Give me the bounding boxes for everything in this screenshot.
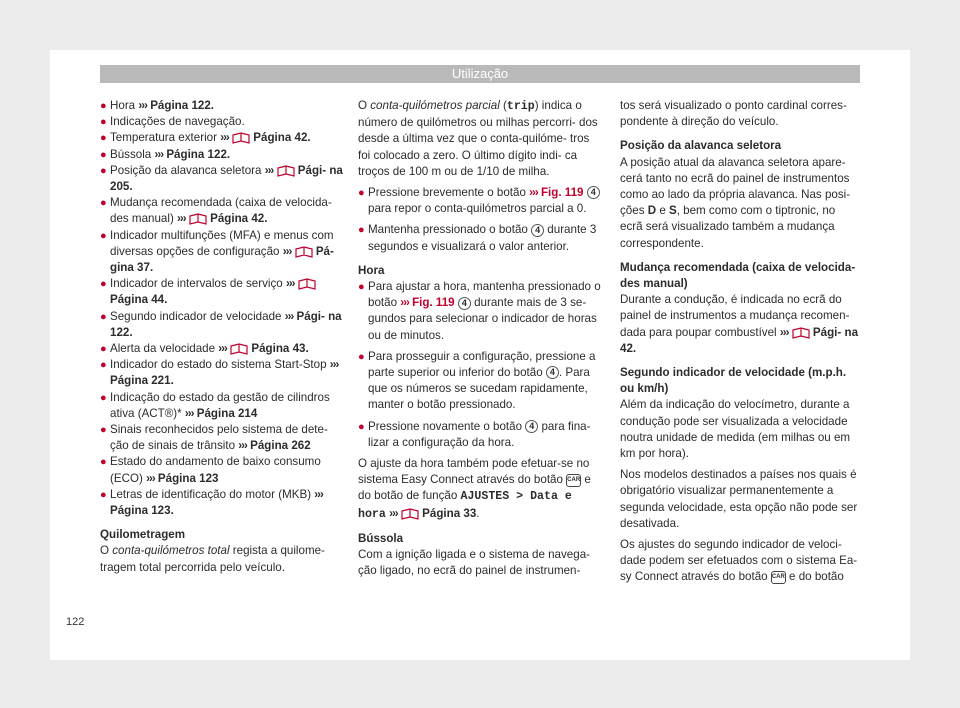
- arrow-icon: ›››: [284, 309, 294, 323]
- page-number: 122: [66, 616, 85, 628]
- bullet-icon: ●: [358, 281, 365, 294]
- bullet-list: [100, 98, 345, 519]
- bullet-icon: ●: [358, 350, 365, 363]
- bullet-item: ● Indicações de navegação.: [100, 114, 345, 130]
- bullet-icon: ●: [100, 488, 107, 501]
- bullet-item: ● Mudança recomendada (caixa de velocida- des manual) ››› Página 42.: [100, 195, 345, 227]
- arrow-icon: ›››: [238, 439, 247, 453]
- bullet-icon: ●: [100, 100, 107, 112]
- page-header: Utilização: [100, 65, 860, 83]
- bullet-icon: ●: [100, 229, 107, 242]
- bullet-item: ● Indicador de intervalos de serviço ››› Página 44.: [100, 276, 345, 308]
- paragraph-cardinal: tos será visualizado o ponto cardinal corres- pondente à direção do veículo.: [620, 99, 847, 129]
- heading-mudanca: Mudança recomendada (caixa de velocida- des manual): [620, 260, 856, 291]
- bullet-icon: ●: [358, 224, 365, 237]
- button-4-marker: 4: [458, 297, 471, 310]
- bullet-icon: ●: [100, 391, 107, 404]
- bullet-icon: ●: [100, 148, 107, 161]
- book-icon: [298, 278, 316, 290]
- page-link[interactable]: Página 43.: [251, 342, 309, 356]
- page-link[interactable]: Página 33: [422, 506, 477, 520]
- column-2: [358, 98, 602, 579]
- car-button-icon: CAR: [771, 571, 786, 584]
- bullet-icon: ●: [358, 420, 365, 433]
- paragraph-alavanca: A posição atual da alavanca seletora apare- cerá tanto no ecrã do painel de instrumentos como ao lado da própria alavanca. Nas posi- ções D e S, bem como com o tiptronic, no ecrã será visualizado também a mudança correspondente.: [620, 155, 851, 250]
- page-link[interactable]: Página 123: [157, 471, 219, 485]
- arrow-icon: ›››: [329, 358, 339, 372]
- button-4-marker: 4: [546, 366, 559, 379]
- paragraph-quilometragem: O conta-quilómetros total regista a quilome- tragem total percorrida pelo veículo.: [100, 544, 325, 574]
- bullet-icon: ●: [100, 424, 107, 437]
- bullet-icon: ●: [100, 310, 107, 323]
- paragraph-segundo-2: Nos modelos destinados a países nos quais é obrigatório visualizar permanentemente a segunda velocidade, esta opção não pode ser desativada.: [620, 468, 858, 530]
- book-icon: [277, 165, 295, 177]
- button-4-marker: 4: [525, 420, 538, 433]
- book-icon: [232, 132, 250, 144]
- page-link[interactable]: Página 122.: [166, 147, 231, 161]
- arrow-icon: ›››: [154, 147, 164, 161]
- arrow-icon: ›››: [146, 471, 155, 485]
- figure-link[interactable]: Fig. 119: [412, 296, 455, 310]
- arrow-icon: ›››: [218, 342, 227, 356]
- bullet-item: ● Hora ››› Página 122.: [100, 98, 345, 114]
- arrow-icon: ›››: [529, 186, 538, 200]
- page-link[interactable]: Pági- na 42.: [620, 325, 859, 355]
- bullet-item: ● Pressione brevemente o botão ››› Fig. 119 4 para repor o conta-quilómetros parcial a 0.: [358, 185, 602, 217]
- heading-hora: Hora: [358, 263, 385, 277]
- figure-link[interactable]: Fig. 119: [540, 186, 584, 200]
- bullet-item: ● Segundo indicador de velocidade ››› Pági- na 122.: [100, 309, 345, 341]
- bullet-icon: ●: [100, 359, 107, 372]
- button-4-marker: 4: [587, 186, 600, 199]
- page-link[interactable]: Pá- gina 37.: [110, 244, 334, 275]
- arrow-icon: ›››: [779, 325, 789, 339]
- heading-quilometragem: Quilometragem: [100, 528, 186, 542]
- page-link[interactable]: Página 214: [196, 406, 258, 420]
- bullet-item: ● Para ajustar a hora, mantenha pressionado o botão ››› Fig. 119 4 durante mais de 3 se- gundos para selecionar o indicador de horas ou de minutos.: [358, 279, 602, 344]
- heading-segundo: Segundo indicador de velocidade (m.p.h. ou km/h): [620, 366, 847, 396]
- column-1: [100, 98, 345, 576]
- bullet-item: ● Bússola ››› Página 122.: [100, 147, 345, 163]
- heading-alavanca: Posição da alavanca seletora: [620, 139, 782, 153]
- bullet-item: ● Para prosseguir a configuração, pressione a parte superior ou inferior do botão 4 . Para que os números se sucedam rapidamente, manter o botão pressionado.: [358, 349, 602, 414]
- bullet-item: ● Sinais reconhecidos pelo sistema de dete- ção de sinais de trânsito ››› Página 262: [100, 422, 345, 454]
- book-icon: [792, 327, 810, 339]
- arrow-icon: ›››: [314, 487, 323, 501]
- bullet-icon: ●: [100, 197, 107, 210]
- arrow-icon: ›››: [220, 131, 229, 145]
- page-link[interactable]: Página 262: [250, 439, 311, 453]
- bullet-icon: ●: [100, 278, 107, 291]
- arrow-icon: ›››: [184, 406, 194, 420]
- arrow-icon: ›››: [138, 99, 147, 112]
- bullet-item: ● Alerta da velocidade ››› Página 43.: [100, 341, 345, 357]
- bullet-item: ● Pressione novamente o botão 4 para fina- lizar a configuração da hora.: [358, 419, 602, 451]
- heading-bussola: Bússola: [358, 531, 404, 545]
- car-button-icon: CAR: [566, 474, 581, 487]
- page-link[interactable]: Pági- na 122.: [110, 309, 342, 339]
- book-icon: [295, 246, 313, 258]
- paragraph-mudanca: Durante a condução, é indicada no ecrã do painel de instrumentos a mudança recomen- dada para poupar combustível ››› Pági- na 42.: [620, 293, 859, 355]
- bullet-icon: ●: [100, 116, 107, 129]
- paragraph-bussola: Com a ignição ligada e o sistema de navega- ção ligado, no ecrã do painel de instrumen-: [358, 548, 591, 578]
- page-link[interactable]: Pági- na 205.: [110, 163, 343, 194]
- paragraph-segundo-3: Os ajustes do segundo indicador de veloci- dade podem ser efetuados com o sistema Ea- sy Connect através do botão CAR e do botão: [620, 538, 858, 584]
- bullet-icon: ●: [100, 132, 107, 145]
- bullet-icon: ●: [100, 343, 107, 356]
- arrow-icon: ›››: [177, 212, 186, 226]
- paragraph-easy-connect: O ajuste da hora também pode efetuar-se no sistema Easy Connect através do botão CAR e do botão de função AJUSTES > Data e hora ››› Página 33.: [358, 457, 591, 521]
- bullet-item: ● Mantenha pressionado o botão 4 durante 3 segundos e visualizará o valor anterior.: [358, 222, 602, 254]
- bullet-item: ● Temperatura exterior ››› Página 42.: [100, 130, 345, 146]
- book-icon: [189, 213, 207, 225]
- arrow-icon: ›››: [285, 277, 295, 291]
- page-link[interactable]: Página 123.: [110, 504, 174, 518]
- bullet-item: ● Posição da alavanca seletora ››› Pági- na 205.: [100, 163, 345, 195]
- page-link[interactable]: Página 122.: [150, 99, 215, 112]
- page-link[interactable]: Página 42.: [253, 131, 311, 145]
- paragraph-segundo-1: Além da indicação do velocímetro, durante a condução pode ser visualizada a velocidade noutra unidade de medida (em milhas ou em km por hora).: [620, 398, 851, 461]
- paragraph-trip: O conta-quilómetros parcial (trip) indica o número de quilómetros ou milhas percorri- dos desde a última vez que o conta-quilóme- tros foi colocado a zero. O último dígito indi- ca troços de 100 m ou de 1/10 de milha.: [358, 99, 598, 178]
- page-link[interactable]: Página 44.: [110, 293, 168, 307]
- page-link[interactable]: Página 42.: [210, 212, 268, 226]
- column-3: [620, 98, 860, 586]
- bullet-icon: ●: [100, 164, 107, 177]
- bullet-item: ● Indicador do estado do sistema Start-Stop ››› Página 221.: [100, 357, 345, 389]
- arrow-icon: ›››: [389, 506, 398, 520]
- bullet-item: ● Indicador multifunções (MFA) e menus com diversas opções de configuração ››› Pá- gina 37.: [100, 228, 345, 277]
- bullet-item: ● Estado do andamento de baixo consumo (ECO) ››› Página 123: [100, 454, 345, 486]
- arrow-icon: ›››: [400, 296, 409, 310]
- bullet-icon: ●: [100, 456, 107, 469]
- arrow-icon: ›››: [264, 163, 274, 177]
- book-icon: [230, 343, 248, 355]
- page-link[interactable]: Página 221.: [110, 374, 174, 388]
- book-icon: [401, 508, 419, 520]
- arrow-icon: ›››: [282, 244, 292, 258]
- button-4-marker: 4: [531, 224, 544, 237]
- bullet-item: ● Letras de identificação do motor (MKB) ››› Página 123.: [100, 487, 345, 519]
- bullet-item: ● Indicação do estado da gestão de cilindros ativa (ACT®)* ››› Página 214: [100, 390, 345, 422]
- bullet-icon: ●: [358, 187, 365, 200]
